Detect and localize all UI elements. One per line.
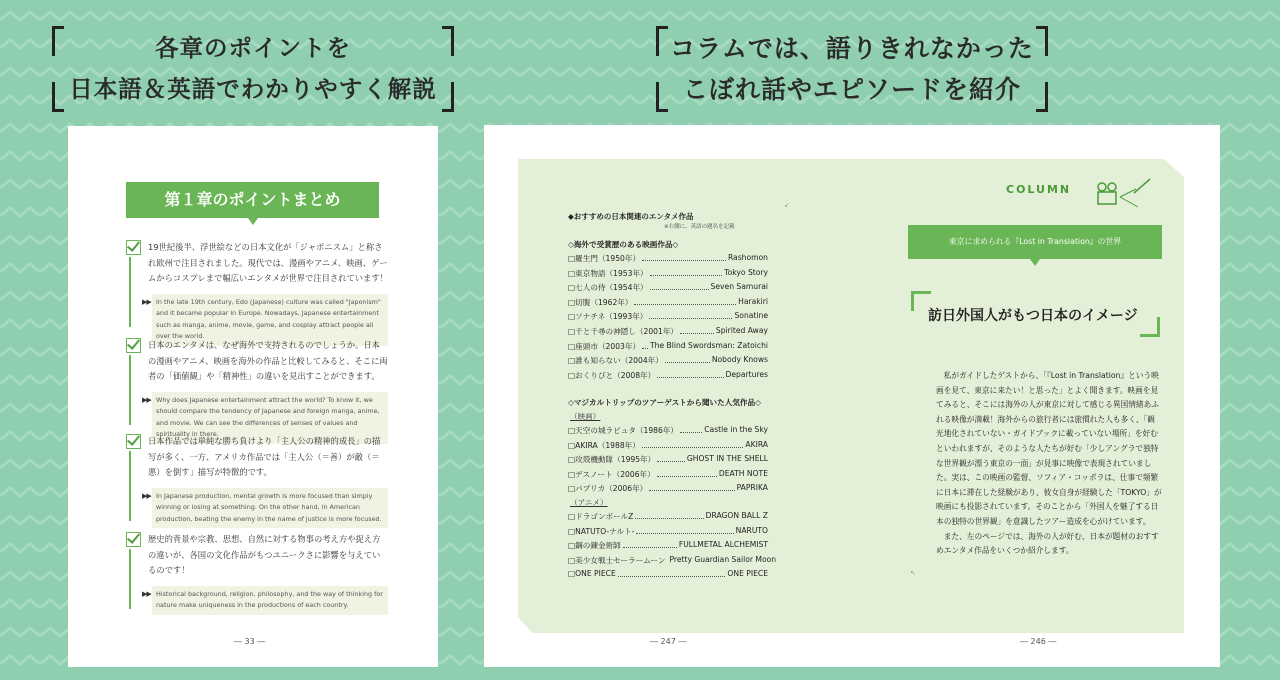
work-title-en: DEATH NOTE: [718, 468, 768, 478]
double-arrow-icon: ▶▶: [142, 395, 151, 404]
leader-dots: [665, 355, 710, 363]
work-title-en: NARUTO: [735, 525, 768, 535]
work-title-jp: □NATUTO-ナルト-: [568, 526, 635, 536]
summary-point-4: [126, 532, 388, 615]
point-en-text: Historical background, religion, philosophy, and the way of thinking for nature make uniqueness in the productions of each country.: [152, 586, 388, 615]
recommend-list-note: ※右側に、英語の題名を記載: [664, 224, 735, 230]
leader-dots: [642, 341, 648, 349]
work-row: [568, 326, 768, 338]
summary-point-1: [126, 240, 388, 346]
work-title-jp: □ドラゴンボールZ: [568, 512, 634, 521]
work-title-jp: □切腹（1962年）: [568, 297, 633, 307]
work-title-jp: □東京物語（1953年）: [568, 268, 648, 278]
corner-mark-icon: ↙: [784, 201, 790, 209]
point-jp-text: 日本作品では単純な勝ち負けより「主人公の精神的成長」の描写が多く、一方、アメリカ作品では「主人公（＝善）が敵（＝悪）を倒す」描写が特徴的です。: [148, 436, 381, 477]
caption-right-line-2: こぼれ話やエピソードを紹介: [682, 75, 1021, 104]
leader-dots: [657, 370, 723, 378]
summary-point-3: [126, 434, 388, 528]
work-title-en: Rashomon: [727, 253, 768, 262]
leader-dots: [623, 540, 677, 548]
work-row: [568, 554, 777, 567]
page-spread-column: [484, 125, 1220, 667]
work-title-jp: □AKIRA（1988年）: [568, 440, 640, 450]
work-row: [568, 483, 768, 495]
section-popular-works: ◇マジカルトリップのツアーゲストから聞いた人気作品◇: [568, 398, 761, 407]
point-en-text: In the late 19th century, Edo (Japanese) culture was called "Japonism" and it became popular in Europe. Nowadays, Japanese entertainment such as manga, anime, movie, game, and cosplay attract people all over the world.: [152, 294, 388, 346]
work-title-en: GHOST IN THE SHELL: [686, 454, 768, 464]
work-title-jp: □羅生門（1950年）: [568, 254, 641, 263]
leader-dots: [618, 569, 726, 577]
check-icon: [126, 532, 141, 547]
work-title-en: PAPRIKA: [736, 483, 768, 493]
work-title-jp: □座頭市（2003年）: [568, 341, 641, 351]
work-row: [568, 526, 768, 538]
leader-dots: [680, 326, 714, 334]
work-title-en: ONE PIECE: [727, 569, 768, 579]
leader-dots: [680, 425, 702, 433]
caption-right: [656, 26, 1048, 112]
column-body-text: 私がガイドしたゲストから、「『Lost in Translation』という映画を見て、東京に来たい！と思った」とよく聞きます。映画を見てみると、そこには海外の人が東京に対して感じる異国情緒あふれる映像が満載！海外からの旅行者には旅慣れた人も多く、「観光地化されていない・ガイドブックに載っていない場所」を好むといわれますが、そのような人たちが好む「少しアングラで独特な世界観が漂う東京の一面」が見事に映像で表現されていました。実は、この映画の監督、ソフィア・コッポラは、仕事で頻繁に日本に滞在した経験があり、彼女自身が経験した「TOKYO」が映画にも投影されています。そのことから「外国人を魅了する日本の独特の世界観」を意識したツアー造成を心がけています。 また、左のページでは、海外の人が好む、日本が題材のおすすめエンタメ作品をいくつか紹介します。: [936, 371, 1162, 556]
corner-mark-icon: ↖: [910, 569, 916, 577]
leader-dots: [649, 483, 734, 491]
leader-dots: [657, 454, 685, 462]
heading-bracket-close: [1140, 317, 1160, 337]
leader-dots: [636, 526, 733, 534]
work-row: [568, 569, 768, 581]
chapter-summary-title: 第１章のポイントまとめ: [126, 182, 379, 218]
point-jp-text: 日本のエンタメは、なぜ海外で支持されるのでしょうか。日本の漫画やアニメ、映画を海外の作品と比較してみると、そこに両者の「価値観」や「精神性」の違いを見出すことができます。: [148, 340, 388, 381]
work-row: [568, 425, 768, 437]
recommend-list-title: ◆おすすめの日本関連のエンタメ作品: [568, 212, 694, 221]
leader-dots: [657, 469, 717, 477]
leader-dots: [649, 311, 732, 319]
work-title-en: Seven Samurai: [710, 282, 768, 292]
work-title-en: Spirited Away: [715, 326, 768, 335]
work-row: [568, 311, 768, 323]
section-award-films: ◇海外で受賞歴のある映画作品◇: [568, 240, 679, 249]
subsection-anime: （アニメ）: [570, 498, 608, 507]
column-label: COLUMN: [1006, 183, 1072, 196]
work-title-jp: □美少女戦士セーラームーン: [568, 555, 666, 565]
caption-left-line-1: 各章のポイントを: [155, 34, 351, 62]
work-title-en: DRAGON BALL Z: [705, 511, 768, 520]
work-title-jp: □七人の侍（1954年）: [568, 283, 648, 293]
leader-dots: [642, 440, 744, 448]
work-title-en: AKIRA: [745, 439, 768, 449]
summary-point-2: [126, 338, 388, 444]
work-title-en: Sonatine: [734, 311, 768, 321]
work-row: [568, 440, 768, 452]
work-title-en: Departures: [725, 369, 768, 379]
work-title-en: Nobody Knows: [711, 355, 768, 365]
leader-dots: [635, 511, 703, 519]
work-title-en: FULLMETAL ALCHEMIST: [678, 540, 768, 550]
work-row: [568, 540, 768, 552]
leader-dots: [650, 268, 723, 276]
work-title-jp: □パプリカ（2006年）: [568, 484, 648, 494]
double-arrow-icon: ▶▶: [142, 589, 151, 598]
work-title-en: The Blind Swordsman: Zatoichi: [650, 340, 768, 350]
column-topic-band: 東京に求められる『Lost in Translation』の世界: [908, 225, 1162, 259]
work-row: [568, 355, 768, 367]
work-title-en: Harakiri: [738, 296, 768, 306]
work-title-jp: □おくりびと（2008年）: [568, 370, 656, 380]
work-row: [568, 268, 768, 280]
column-heading: 訪日外国人がもつ日本のイメージ: [928, 308, 1138, 324]
work-title-en: Pretty Guardian Sailor Moon: [669, 554, 777, 564]
work-title-jp: □天空の城ラピュタ（1986年）: [568, 426, 679, 435]
work-title-en: Castle in the Sky: [704, 425, 768, 434]
caption-left-line-2: 日本語＆英語でわかりやすく解説: [69, 75, 437, 103]
point-en-text: Why does Japanese entertainment attract the world? To know it, we should compare the tendency of Japanese and foreign manga, anime, and movie. We can see the differences of senses of values and spirituality in there.: [152, 392, 388, 444]
work-row: [568, 511, 768, 523]
leader-dots: [634, 297, 736, 305]
work-row: [568, 469, 768, 481]
leader-dots: [650, 282, 709, 290]
page-number-right: ― 246 ―: [1020, 637, 1057, 646]
point-en-text: In Japanese production, mental growth is more focused than simply winning or losing at something. On the other hand, in American production, beating the enemy in the name of justice is more focused.: [152, 488, 388, 529]
page-chapter-summary: [68, 126, 438, 667]
leader-dots: [642, 253, 726, 261]
page-number: ― 33 ―: [234, 637, 266, 646]
point-jp-text: 19世紀後半、浮世絵などの日本文化が「ジャポニスム」と称され欧州で注目されました。現代では、漫画やアニメ、映画、ゲームからコスプレまで幅広いエンタメが世界で注目されています！: [148, 242, 388, 283]
work-title-jp: □誰も知らない（2004年）: [568, 356, 663, 366]
check-icon: [126, 338, 141, 353]
subsection-films: （映画）: [570, 412, 601, 421]
page-number-left: ― 247 ―: [650, 637, 687, 646]
work-row: [568, 454, 768, 466]
double-arrow-icon: ▶▶: [142, 297, 151, 306]
work-row: [568, 297, 768, 309]
work-title-en: Tokyo Story: [724, 267, 768, 277]
work-row: [568, 282, 768, 294]
work-row: [568, 341, 768, 353]
point-jp-text: 歴史的背景や宗教、思想、自然に対する物事の考え方や捉え方の違いが、各国の文化作品がもつユニークさに影響を与えているのです！: [148, 534, 381, 575]
work-title-jp: □デスノート（2006年）: [568, 469, 655, 479]
check-icon: [126, 434, 141, 449]
work-title-jp: □ONE PIECE: [568, 569, 616, 579]
check-icon: [126, 240, 141, 255]
caption-right-line-1: コラムでは、語りきれなかった: [670, 34, 1034, 63]
camera-icon: [1088, 167, 1164, 223]
work-title-jp: □ソナチネ（1993年）: [568, 312, 648, 322]
work-title-jp: □鋼の錬金術師: [568, 541, 621, 551]
work-row: [568, 253, 768, 265]
double-arrow-icon: ▶▶: [142, 491, 151, 500]
work-title-jp: □攻殻機動隊（1995年）: [568, 455, 656, 465]
work-title-jp: □千と千尋の神隠し（2001年）: [568, 327, 679, 336]
caption-left: [52, 26, 454, 112]
work-row: [568, 370, 768, 382]
